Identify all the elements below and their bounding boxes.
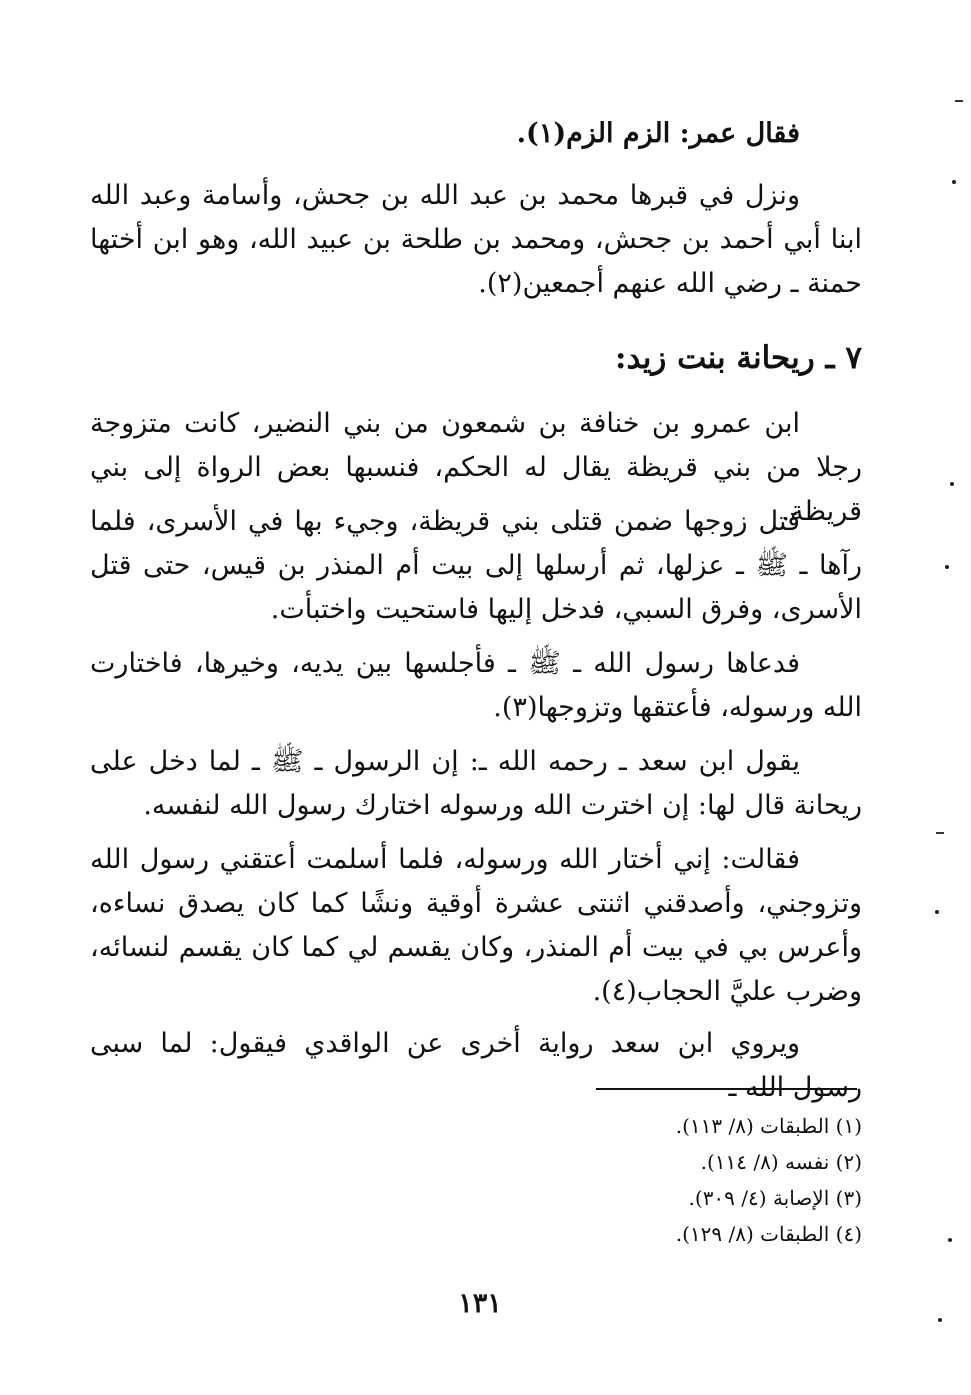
page-number: ١٣١: [458, 1288, 502, 1319]
footnotes: [480, 1108, 862, 1252]
scan-mark: [950, 482, 954, 486]
footnote-2: (٢) نفسه (٨/ ١١٤).: [700, 1150, 862, 1174]
paragraph-captivity: قتل زوجها ضمن قتلى بني قريظة، وجيء بها في الأسرى، فلما رآها ـ ﷺ ـ عزلها، ثم أرسلها إلى بيت أم المنذر بن قيس، حتى قتل الأسرى، وفرق السبي، فدخل إليها فاستحيت واختبأت.: [90, 506, 862, 625]
scan-mark: [948, 1238, 952, 1242]
paragraph-burial: ونزل في قبرها محمد بن عبد الله بن جحش، وأسامة وعبد الله ابنا أبي أحمد بن جحش، ومحمد بن طلحة بن عبيد الله، وهو ابن أختها حمنة ـ رضي الله عنهم أجمعين(٢).: [90, 180, 862, 299]
paragraph-her-reply: فقالت: إني أختار الله ورسوله، فلما أسلمت أعتقني رسول الله وتزوجني، وأصدقني اثنتى عشرة أوقية ونشًا كما كان يصدق نساءه، وأعرس بي في بيت أم المنذر، وكان يقسم لي كما كان يقسم لنسائه، وضرب عليَّ الحجاب(٤).: [90, 844, 862, 1007]
paragraph-lineage: ابن عمرو بن خنافة بن شمعون من بني النضير، كانت متزوجة رجلا من بني قريظة يقال له الحكم، فنسبها بعض الرواة إلى بني قريظة.: [90, 408, 862, 527]
paragraph-ibn-saad: يقول ابن سعد ـ رحمه الله ـ: إن الرسول ـ ﷺ ـ لما دخل على ريحانة قال لها: إن اخترت الله ورسوله اختارك رسول الله لنفسه.: [90, 746, 862, 821]
paragraph-umar-quote: فقال عمر: الزم الزم(١).: [516, 118, 800, 149]
scan-mark: [952, 180, 956, 184]
scan-mark: [938, 1318, 942, 1322]
section-heading-rayhana: ٧ ـ ريحانة بنت زيد:: [615, 340, 862, 376]
paragraph-another-narration: ويروي ابن سعد رواية أخرى عن الواقدي فيقول: لما سبى رسول الله ـ: [90, 1028, 862, 1103]
footnote-4: (٤) الطبقات (٨/ ١٢٩).: [675, 1222, 862, 1246]
footnote-separator: [596, 1088, 857, 1090]
footnote-3: (٣) الإصابة (٤/ ٣٠٩).: [688, 1186, 862, 1210]
paragraph-marriage: فدعاها رسول الله ـ ﷺ ـ فأجلسها بين يديه، وخيرها، فاختارت الله ورسوله، فأعتقها وتزوجها(٣).: [90, 648, 862, 723]
footnote-1: (١) الطبقات (٨/ ١١٣).: [675, 1114, 862, 1138]
scan-mark: [945, 565, 949, 569]
scan-mark: [955, 100, 963, 102]
scan-mark: [936, 832, 944, 834]
scan-mark: [935, 910, 939, 914]
